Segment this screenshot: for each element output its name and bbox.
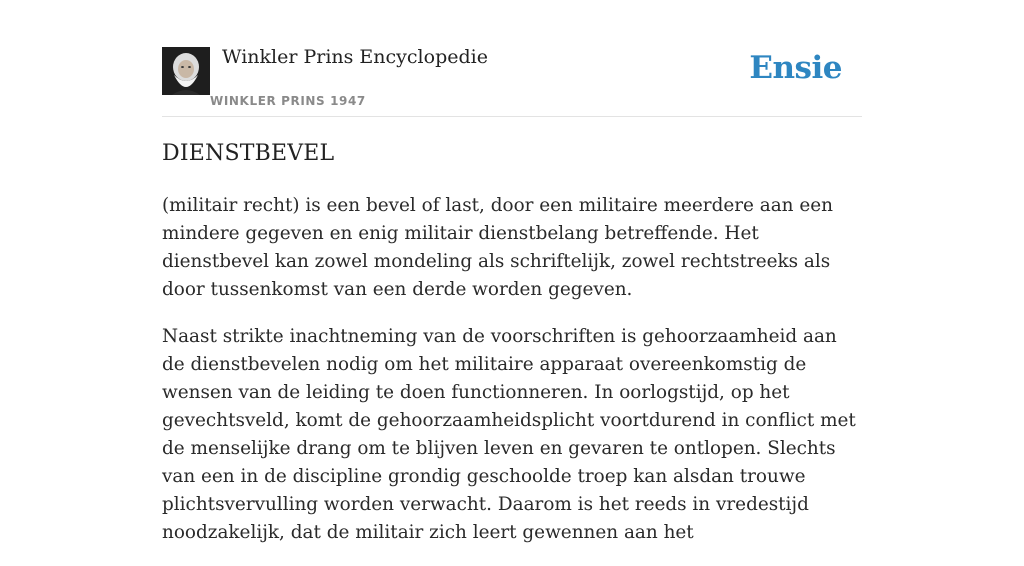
article-paragraph: (militair recht) is een bevel of last, door een militaire meerdere aan een mindere gegeven en enig militair dienstbelang betreffende. Het dienstbevel kan zowel mondeling als schriftelijk, zowel rechtstreeks als door tussenkomst van een derde worden gegeven. [162,195,833,300]
author-portrait-icon [162,47,210,95]
article-paragraph: Naast strikte inachtneming van de voorschriften is gehoorzaamheid aan de dienstbevelen nodig om het militaire apparaat overeenkomstig de wensen van de leiding te doen functionneren. In oorlogstijd, op het gevechtsveld, komt de gehoorzaamheidsplicht voortdurend in conflict met de menselijke drang om te blijven leven en gevaren te ontlopen. Slechts van een in de discipline grondig geschoolde troep kan alsdan trouwe plichtsvervulling worden verwacht. Daarom is het reeds in vredestijd noodzakelijk, dat de militair zich leert gewennen aan het [162,326,856,543]
article-header [162,46,862,117]
author-avatar[interactable] [162,47,210,95]
ensie-logo[interactable]: Ensie [749,50,842,86]
article-body [162,192,862,566]
source-label: WINKLER PRINS 1947 [210,94,366,108]
article-title: DIENSTBEVEL [162,141,335,166]
author-name[interactable]: Winkler Prins Encyclopedie [222,46,488,68]
